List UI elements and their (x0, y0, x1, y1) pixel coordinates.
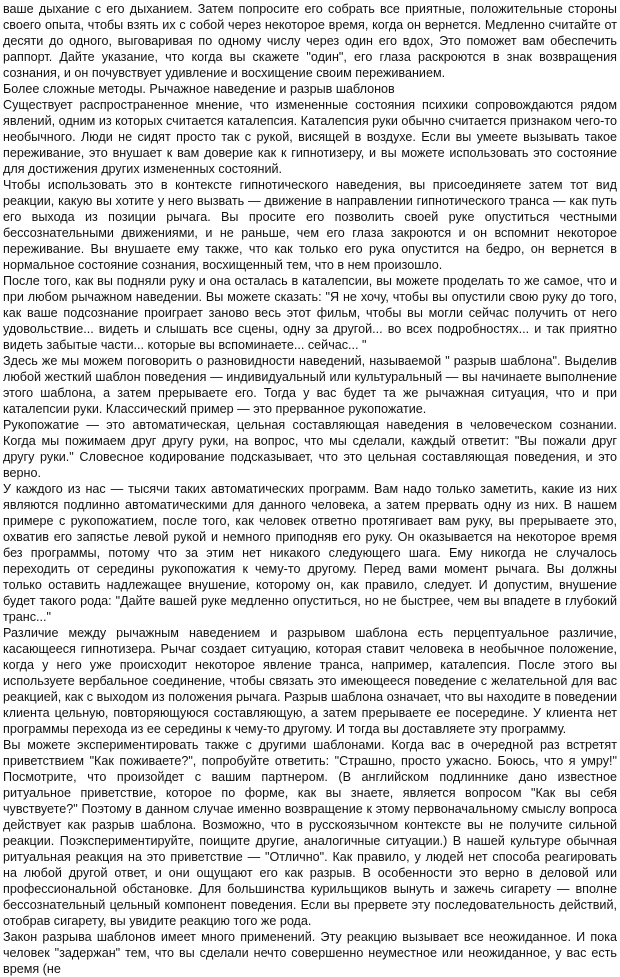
section-heading: Более сложные методы. Рычажное наведение и разрыв шаблонов (3, 82, 395, 96)
paragraph-lever-speech: После того, как вы подняли руку и она осталась в каталепсии, вы можете проделать то же самое, что и при любом рычажном наведении. Вы можете сказать: "Я не хочу, чтобы вы опустили свою руку до того, как ваше подсознание проиграет заново весь этот фильм, чтобы вы могли сейчас получить от него удовольствие... видеть и слышать все сцены, одну за другой... во всех подробностях... и так приятно видеть забытые части... которые вы вспоминаете... сейчас... " (3, 274, 617, 352)
paragraph-breathing-countdown: ваше дыхание с его дыханием. Затем попросите его собрать все приятные, положительные стороны своего опыта, чтобы взять их с собой через некоторое время, когда он вернется. Медленно считайте от десяти до одного, выговаривая по одному числу через один его вдох, Это поможет вам обеспечить раппорт. Дайте указание, что когда вы скажете "один", его глаза раскроются в знак возвращения сознания, и он почувствует удивление и восхищение своим переживанием. (3, 2, 617, 80)
paragraph-difference: Различие между рычажным наведением и разрывом шаблона есть перцептуальное различие, касающееся гипнотизера. Рычаг создает ситуацию, которая ставит человека в необычное положение, когда у него уже происходит некоторое явление транса, например, каталепсия. После этого вы используете вербальное соединение, чтобы связать это имеющееся поведение с желательной для вас реакцией, как с выходом из положения рычага. Разрыв шаблона означает, что вы находите в поведении клиента цельную, повторяющуюся составляющую, а затем прерываете ее посередине. У клиента нет программы перехода из ее середины к чему-то другому. И тогда вы доставляете эту программу. (3, 626, 617, 736)
paragraph-pattern-interrupt: Здесь же мы можем поговорить о разновидности наведений, называемой " разрыв шаблона". Выделив любой жесткий шаблон поведения — индивидуальный или культуральный — вы начинаете выполнение этого шаблона, а затем прерываете его. Тогда у вас будет та же рычажная ситуация, что и при каталепсии руки. Классический пример — это прерванное рукопожатие. (3, 354, 617, 416)
paragraph-automatic-programs: У каждого из нас — тысячи таких автоматических программ. Вам надо только заметить, какие из них являются подлинно автоматическими для данного человека, а затем прервать одну из них. В нашем примере с рукопожатием, после того, как человек ответно протягивает вам руку, вы прерываете это, охватив его запястье левой рукой и немного приподняв его руку. Он оказывается на некоторое время без программы, потому что за этим нет никакого следующего шага. Ему никогда не случалось переходить от середины рукопожатия к чему-то другому. Перед вами момент рычага. Вы должны только оставить надлежащее внушение, которому он, как правило, следует. И допустим, внушение будет такого рода: "Дайте вашей руке медленно опуститься, но не быстрее, чем вы впадете в глубокий транс..." (3, 482, 617, 624)
paragraph-lever-context: Чтобы использовать это в контексте гипнотического наведения, вы присоединяете затем тот вид реакции, какую вы хотите у него вызвать — движение в направлении гипнотического транса — как путь его выхода из позиции рычага. Вы просите его позволить своей руке опуститься честными бессознательными движениями, и не раньше, чем его глаза закроются и он вспомнит некоторое переживание. Вы внушаете ему также, что как только его рука опустится на бедро, он вернется в нормальное состояние сознания, восхищенный тем, что в нем произошло. (3, 178, 617, 272)
paragraph-catalepsy: Существует распространенное мнение, что измененные состояния психики сопровождаются рядом явлений, одним из которых считается каталепсия. Каталепсия руки обычно считается признаком чего-то необычного. Люди не сидят просто так с рукой, висящей в воздухе. Если вы умеете вызывать такое переживание, это внушает к вам доверие как к гипнотизеру, и вы можете использовать это состояние для достижения других измененных состояний. (3, 98, 617, 176)
paragraph-handshake: Рукопожатие — это автоматическая, цельная составляющая наведения в человеческом сознании. Когда мы пожимаем друг другу руки, на вопрос, что мы сделали, каждый ответит: "Вы пожали друг другу руки." Словесное кодирование подсказывает, что это цельная составляющая поведения, и это верно. (3, 418, 617, 480)
paragraph-other-patterns: Вы можете экспериментировать также с другими шаблонами. Когда вас в очередной раз встретят приветствием "Как поживаете?", попробуйте ответить: "Страшно, просто ужасно. Боюсь, что я умру!" Посмотрите, что произойдет с вашим партнером. (В английском подлиннике дано известное ритуальное приветствие, которое по форме, как вы знаете, является вопросом "Как вы себя чувствуете?" Поэтому в данном случае именно возвращение к этому первоначальному смыслу вопроса действует как разрыв шаблона. Возможно, что в русскоязычном контексте вы не получите сильной реакции. Поэкспериментируйте, поищите другие, аналогичные ситуации.) В нашей культуре обычная ритуальная реакция на это приветствие — "Отлично". Как правило, у людей нет способа реагировать на любой другой ответ, и они ощущают его как разрыв. В особенности это верно в деловой или профессиональной обстановке. Для большинства курильщиков вынуть и зажечь сигарету — вполне бессознательный цельный компонент поведения. Если вы прервете эту последовательность действий, отобрав сигарету, вы увидите реакцию того же рода. (3, 738, 617, 928)
paragraph-law-of-interrupts: Закон разрыва шаблонов имеет много применений. Эту реакцию вызывает все неожиданное. И пока человек "задержан" тем, что вы сделали нечто совершенно неуместное или неожиданное, у вас есть время (не (3, 930, 617, 976)
